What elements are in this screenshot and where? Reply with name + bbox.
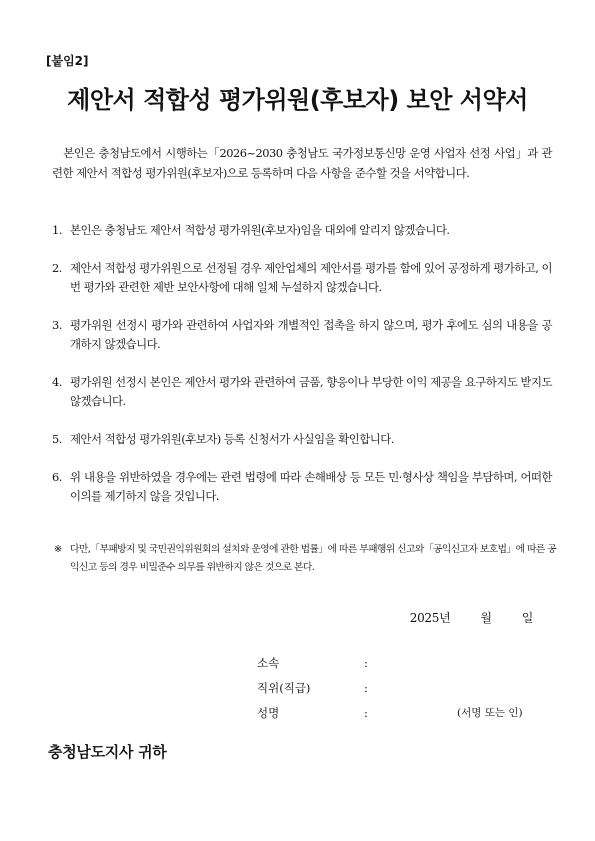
- clause-text: 본인은 충청남도 제안서 적합성 평가위원(후보자)임을 대외에 알리지 않겠습니다.: [70, 223, 450, 237]
- attachment-label: [붙임2]: [46, 54, 89, 68]
- clause-number: 1.: [52, 223, 62, 237]
- clause-text: 제안서 적합성 평가위원(후보자) 등록 신청서가 사실임을 확인합니다.: [70, 432, 394, 446]
- position-row: [257, 676, 368, 701]
- date-day: 일: [521, 611, 533, 625]
- clause-text: 평가위원 선정시 본인은 제안서 평가와 관련하여 금품, 향응이나 부당한 이익 제공을 요구하지도 받지도 않겠습니다.: [70, 375, 552, 408]
- position-label: 직위(직급): [257, 681, 311, 695]
- name-row: [257, 701, 523, 726]
- pledge-clause: [52, 373, 552, 411]
- affiliation-row: [257, 651, 368, 676]
- note-text: 다만,「부패방지 및 국민권익위원회의 설치와 운영에 관한 법률」에 따른 부패행위 신고와「공익신고자 보호법」에 따른 공익신고 등의 경우 비밀준수 의무를 위반하지 않은 것으로 본다.: [70, 544, 557, 573]
- clause-number: 6.: [52, 470, 62, 484]
- clause-text: 제안서 적합성 평가위원으로 선정될 경우 제안업체의 제안서를 평가를 함에 있어 공정하게 평가하고, 이번 평가와 관련한 제반 보안사항에 대해 일체 누설하지 않겠습니다.: [70, 261, 552, 294]
- note-reference-mark: ※: [54, 544, 62, 555]
- legal-exception-note: [54, 541, 558, 577]
- date-year: 2025년: [409, 611, 451, 625]
- clause-number: 3.: [52, 318, 62, 332]
- name-label: 성명: [257, 706, 280, 720]
- position-colon: :: [364, 681, 368, 695]
- clause-number: 4.: [52, 375, 62, 389]
- pledge-clause: [52, 430, 552, 449]
- recipient-line: 충청남도지사 귀하: [48, 743, 167, 761]
- clause-number: 5.: [52, 432, 62, 446]
- date-line: [410, 609, 533, 626]
- affiliation-colon: :: [364, 656, 368, 670]
- clause-text: 평가위원 선정시 평가와 관련하여 사업자와 개별적인 접촉을 하지 않으며, 평가 후에도 심의 내용을 공개하지 않겠습니다.: [70, 318, 552, 351]
- pledge-clause: [52, 468, 552, 506]
- intro-paragraph: [52, 143, 552, 183]
- name-colon: :: [364, 706, 368, 720]
- signature-hint: (서명 또는 인): [457, 707, 523, 719]
- pledge-clause: [52, 221, 552, 240]
- pledge-clause: [52, 259, 552, 297]
- clause-number: 2.: [52, 261, 62, 275]
- clause-text: 위 내용을 위반하였을 경우에는 관련 법령에 따라 손해배상 등 모든 민·형사상 책임을 부담하며, 어떠한 이의를 제기하지 않을 것입니다.: [70, 470, 552, 503]
- intro-text: 본인은 충청남도에서 시행하는「2026~2030 충청남도 국가정보통신망 운영 사업자 선정 사업」과 관련한 제안서 적합성 평가위원(후보자)으로 등록하며 다음 사항을 준수할 것을 서약합니다.: [52, 146, 552, 180]
- affiliation-label: 소속: [257, 656, 280, 670]
- document-title: 제안서 적합성 평가위원(후보자) 보안 서약서: [67, 86, 528, 114]
- pledge-clause: [52, 316, 552, 354]
- date-month: 월: [480, 611, 492, 625]
- signature-block: [257, 651, 523, 726]
- pledge-clause-list: [52, 221, 552, 525]
